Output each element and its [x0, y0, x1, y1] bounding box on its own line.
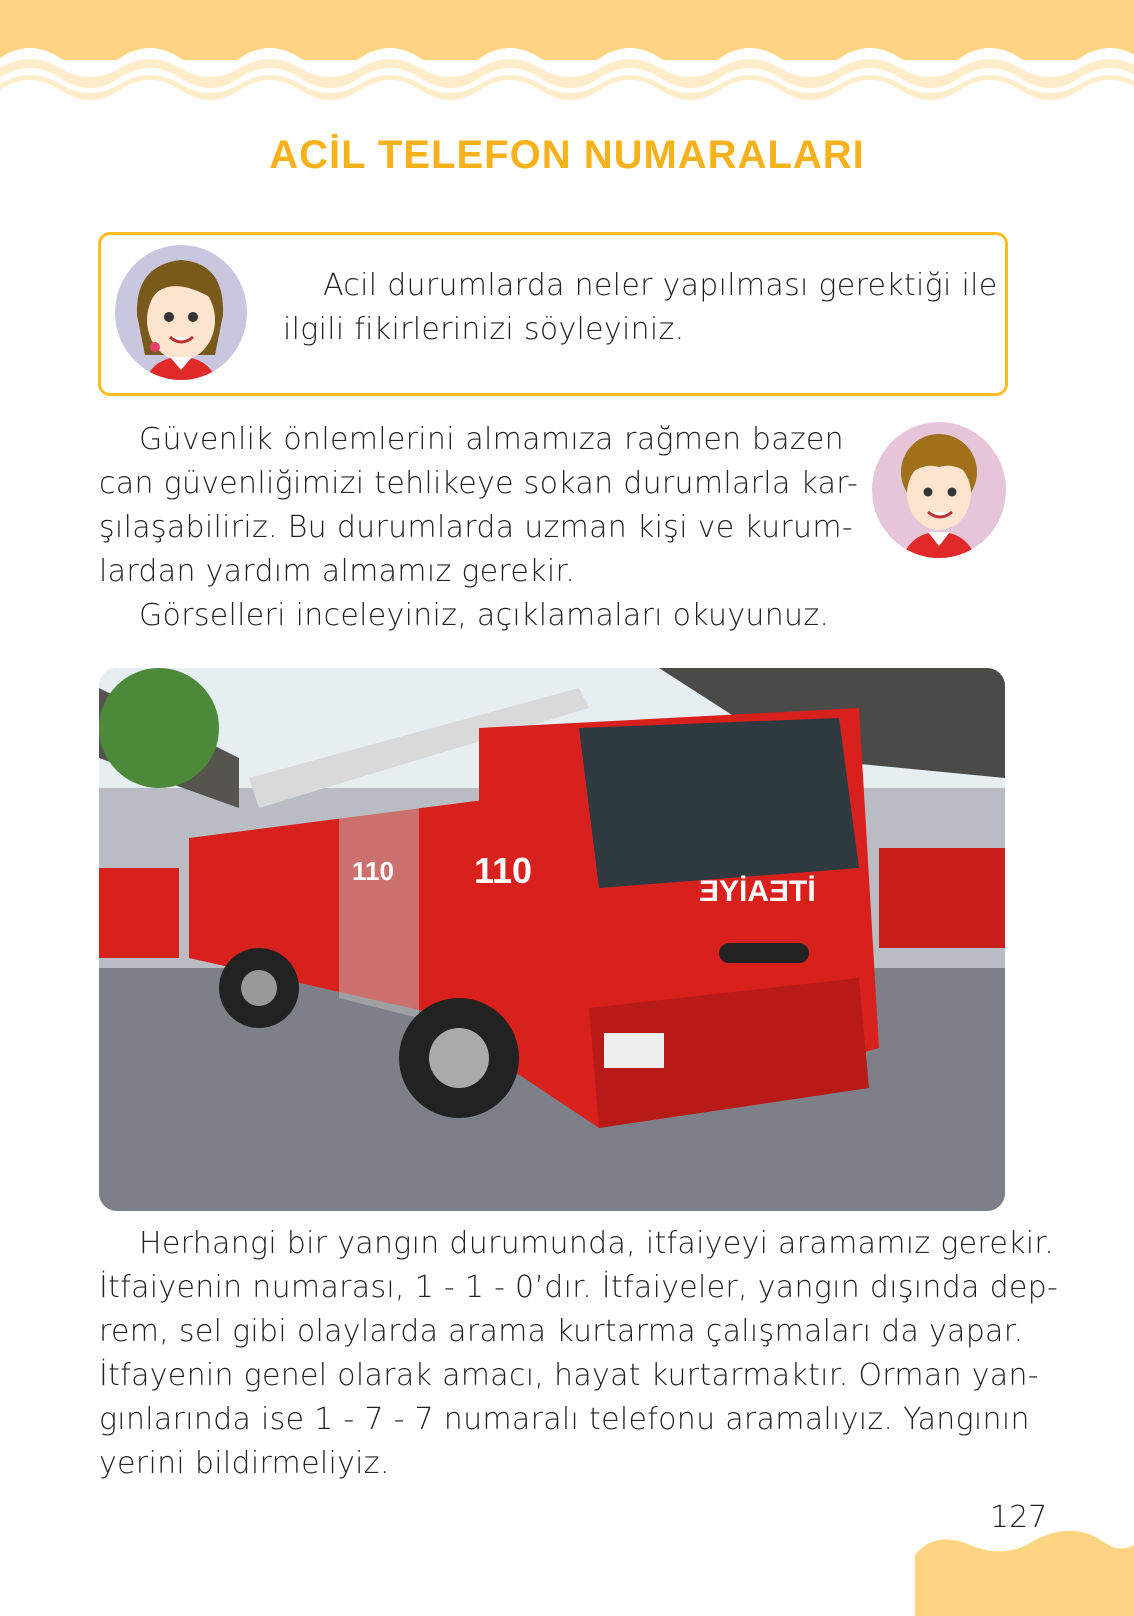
- question-text: [283, 264, 998, 352]
- paragraph-line: gınlarında ise 1 - 7 - 7 numaralı telefonu aramalıyız. Yangının: [99, 1402, 1030, 1437]
- fire-department-paragraph: [99, 1222, 1059, 1486]
- boy-avatar-icon: [872, 422, 1006, 558]
- paragraph-line: İtfaiyenin numarası, 1 - 1 - 0’dır. İtfaiyeler, yangın dışında dep-: [99, 1270, 1059, 1305]
- paragraph-line: can güvenliğimizi tehlikeye sokan durumlarla kar-: [99, 466, 859, 501]
- intro-paragraph: [99, 418, 859, 638]
- question-line: Acil durumlarda neler yapılması gerektiği ile: [323, 268, 998, 303]
- question-line: ilgili fikirlerinizi söyleyiniz.: [283, 312, 685, 347]
- page-corner-tab: [915, 1525, 1134, 1616]
- paragraph-line: rem, sel gibi olaylarda arama kurtarma çalışmaları da yapar.: [99, 1314, 1024, 1349]
- paragraph-line: Güvenlik önlemlerini almamıza rağmen bazen: [139, 422, 844, 457]
- paragraph-line: şılaşabiliriz. Bu durumlarda uzman kişi ve kurum-: [99, 510, 853, 545]
- paragraph-line: yerini bildirmeliyiz.: [99, 1446, 390, 1481]
- paragraph-line: lardan yardım almamız gerekir.: [99, 554, 576, 589]
- truck-number-door: 110: [474, 850, 533, 891]
- truck-number-side: 110: [352, 856, 394, 886]
- decorative-wave-band: [0, 0, 1134, 110]
- page-number: 127: [990, 1500, 1048, 1535]
- girl-avatar-icon: [115, 245, 247, 380]
- page-title: ACİL TELEFON NUMARALARI: [269, 133, 865, 177]
- fire-truck-photo: [99, 668, 1005, 1211]
- paragraph-line: Herhangi bir yangın durumunda, itfaiyeyi aramamız gerekir.: [139, 1226, 1055, 1261]
- background-truck: [99, 868, 179, 958]
- truck-hood-label: ƎYİAƎTİ: [699, 875, 816, 908]
- paragraph-line: İtfayenin genel olarak amacı, hayat kurtarmaktır. Orman yan-: [99, 1358, 1039, 1393]
- paragraph-line: Görselleri inceleyiniz, açıklamaları okuyunuz.: [139, 598, 830, 633]
